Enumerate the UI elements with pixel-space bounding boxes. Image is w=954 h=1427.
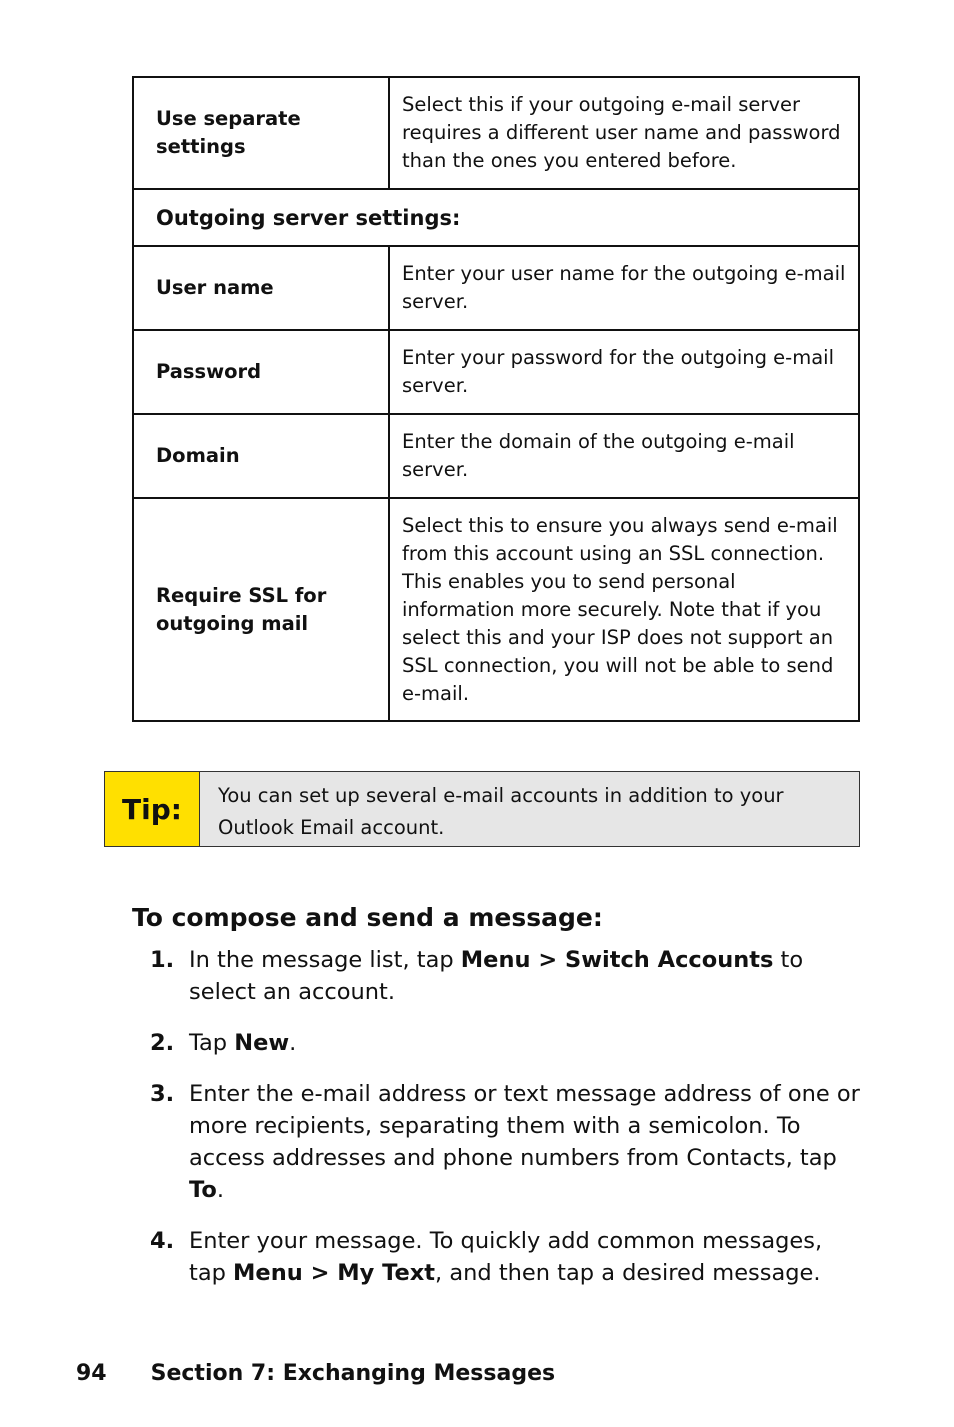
- table-row: [133, 414, 859, 498]
- setting-description: Enter your user name for the outgoing e-mail server.: [389, 246, 859, 330]
- step-number: 4.: [150, 1228, 175, 1254]
- step-text: , and then tap a desired message.: [435, 1260, 821, 1286]
- setting-description: Enter your password for the outgoing e-mail server.: [389, 330, 859, 414]
- step-text: Enter the e-mail address or text message address of one or more recipients, separating them with a semicolon. To access addresses and phone numbers from Contacts, tap: [189, 1081, 860, 1171]
- table-row: [133, 77, 859, 189]
- tip-label: Tip:: [105, 772, 200, 846]
- step-text: .: [289, 1030, 297, 1056]
- list-item: [150, 1078, 860, 1206]
- setting-label: User name: [133, 246, 389, 330]
- setting-label: Password: [133, 330, 389, 414]
- page-footer: [76, 1358, 555, 1390]
- setting-label: Require SSL for outgoing mail: [133, 498, 389, 721]
- setting-description: Select this to ensure you always send e-mail from this account using an SSL connection. This enables you to send personal information more securely. Note that if you select this and your ISP does not support an SSL connection, you will not be able to send e-mail.: [389, 498, 859, 721]
- setting-description: Select this if your outgoing e-mail server requires a different user name and password than the ones you entered before.: [389, 77, 859, 189]
- list-item: [150, 1225, 860, 1289]
- table-section-row: [133, 189, 859, 246]
- section-title: Section 7: Exchanging Messages: [150, 1361, 556, 1386]
- section-heading: Outgoing server settings:: [133, 189, 859, 246]
- step-emphasis: To: [189, 1177, 217, 1203]
- step-text: In the message list, tap: [189, 947, 461, 973]
- table-row: [133, 246, 859, 330]
- steps-list: [150, 944, 860, 1289]
- step-text: Enter your message. To quickly add common messages, tap: [189, 1228, 823, 1286]
- step-text: .: [216, 1177, 224, 1203]
- step-number: 2.: [150, 1030, 175, 1056]
- list-item: [150, 1027, 860, 1059]
- table-row: [133, 330, 859, 414]
- table-row: [133, 498, 859, 721]
- step-number: 3.: [150, 1081, 175, 1107]
- step-text: to select an account.: [189, 947, 804, 1005]
- step-number: 1.: [150, 947, 175, 973]
- tip-text: You can set up several e-mail accounts in addition to your Outlook Email account.: [200, 772, 859, 846]
- step-emphasis: Menu > My Text: [233, 1260, 436, 1286]
- step-emphasis: New: [234, 1030, 290, 1056]
- step-emphasis: Menu > Switch Accounts: [460, 947, 774, 973]
- setting-label: Use separate settings: [133, 77, 389, 189]
- step-text: Tap: [189, 1030, 235, 1056]
- settings-table: [132, 76, 860, 722]
- setting-description: Enter the domain of the outgoing e-mail server.: [389, 414, 859, 498]
- list-item: [150, 944, 860, 1008]
- setting-label: Domain: [133, 414, 389, 498]
- tip-box: [104, 771, 860, 847]
- procedure-heading: To compose and send a message:: [132, 903, 603, 932]
- page-number: 94: [76, 1361, 107, 1386]
